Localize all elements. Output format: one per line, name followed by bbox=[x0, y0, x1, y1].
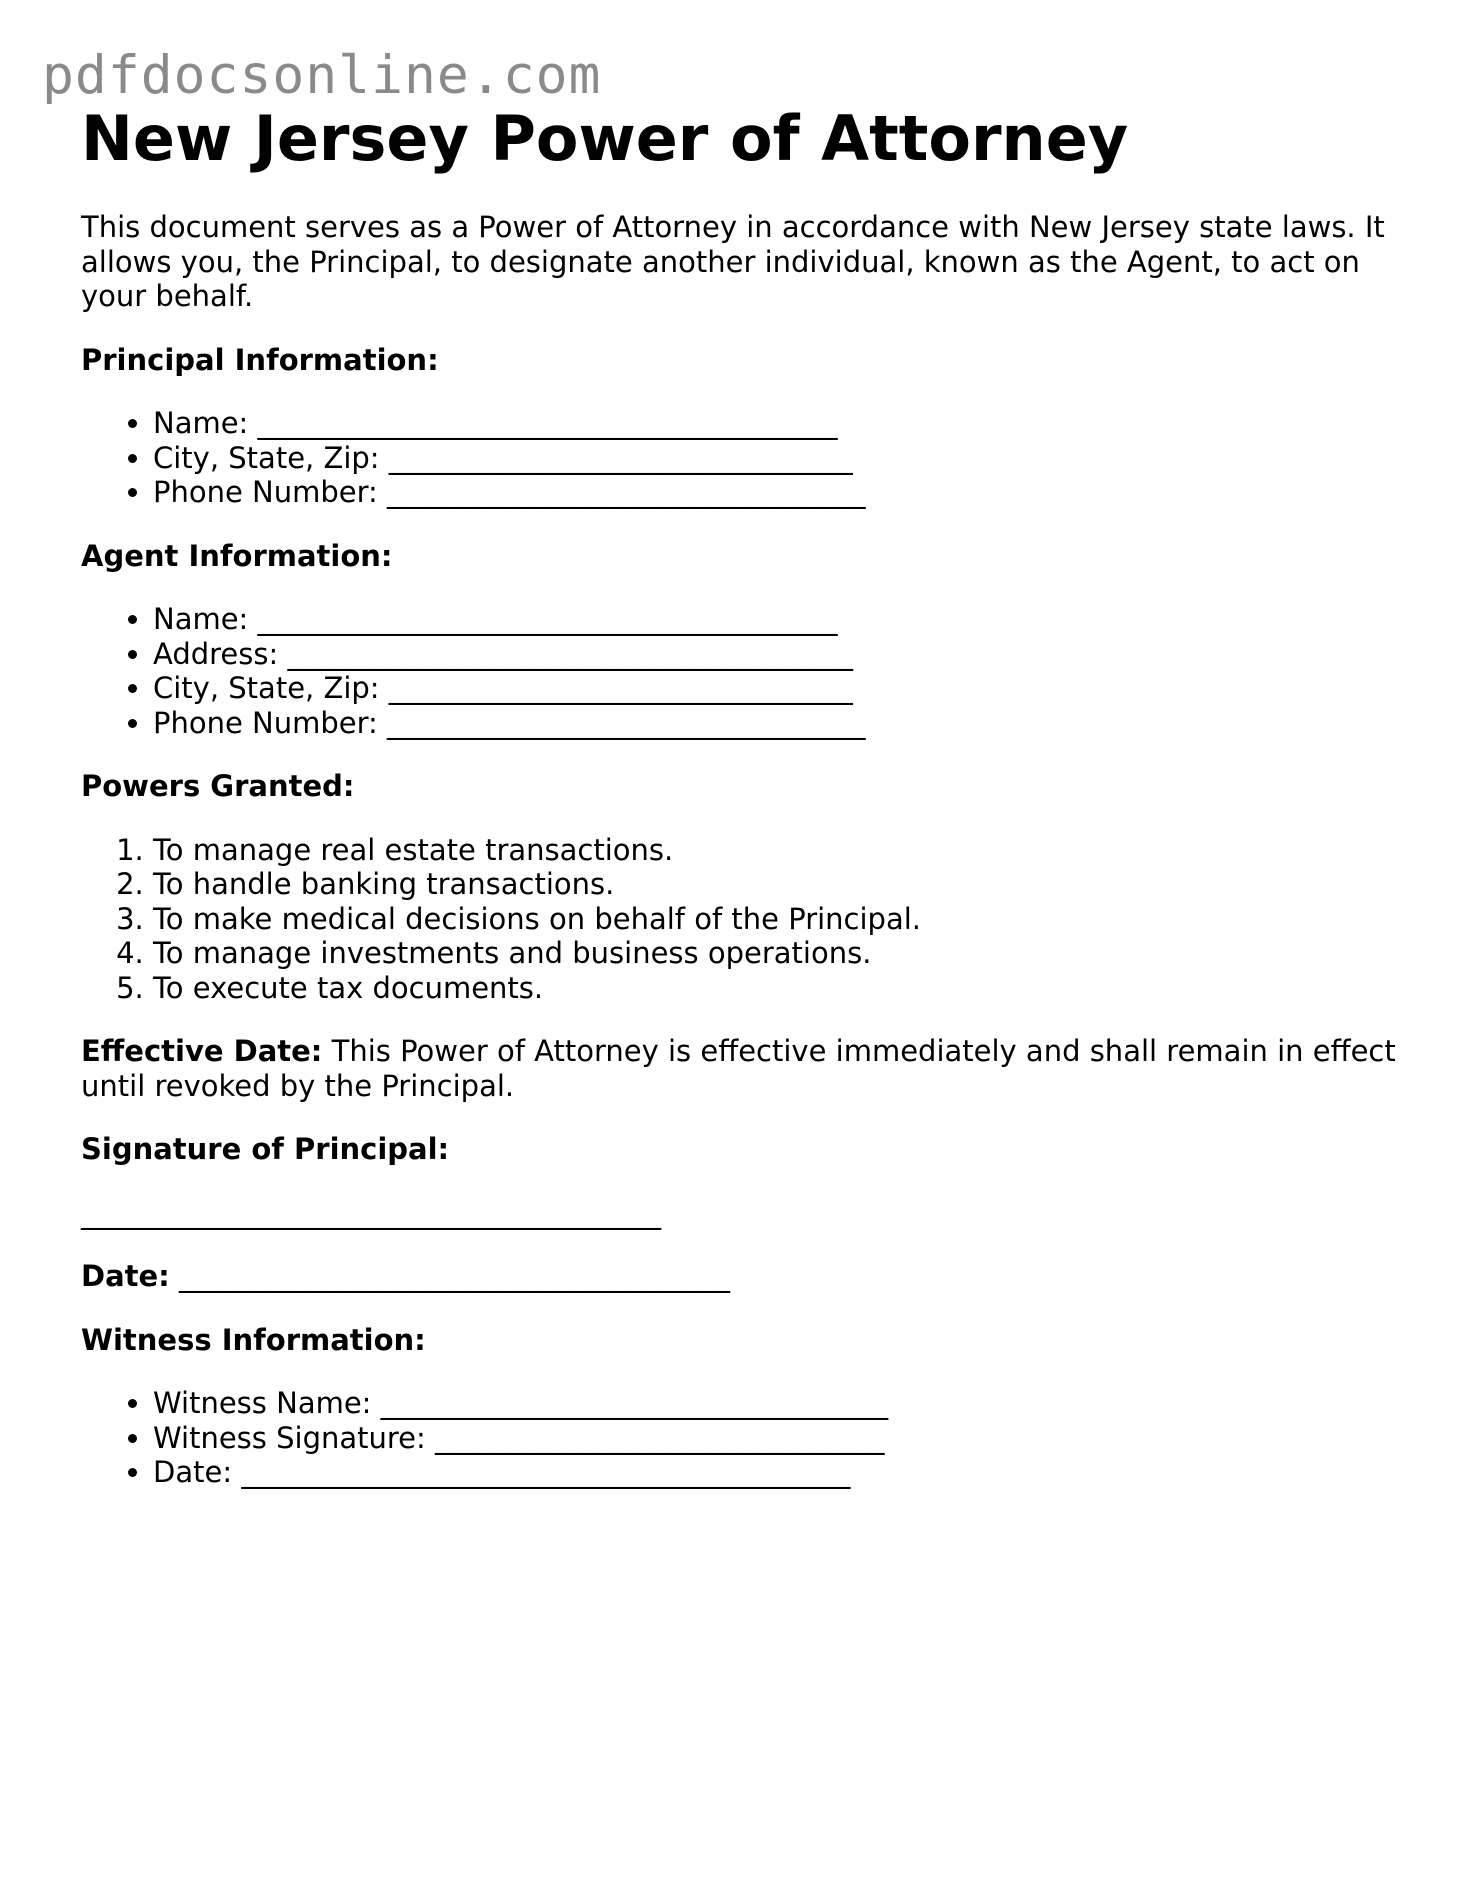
fill-in-blank[interactable]: _______________________________ bbox=[435, 1420, 885, 1455]
agent-phone-field bbox=[153, 706, 1401, 741]
effective-date-label: Effective Date: bbox=[81, 1034, 323, 1068]
field-label: Witness Name: bbox=[153, 1386, 372, 1420]
principal-heading: Principal Information: bbox=[81, 342, 439, 377]
witness-name-field bbox=[153, 1386, 1401, 1421]
field-label: Phone Number: bbox=[153, 705, 378, 740]
signature-line[interactable]: ________________________________________ bbox=[81, 1195, 661, 1230]
field-label: Phone Number: bbox=[153, 475, 378, 509]
fill-in-blank[interactable]: _______________________________________ bbox=[287, 636, 853, 671]
agent-heading: Agent Information: bbox=[81, 538, 393, 573]
agent-address-field bbox=[153, 637, 1401, 672]
signature-heading: Signature of Principal: bbox=[81, 1132, 450, 1166]
effective-date-text: This Power of Attorney is effective immediately and shall remain in effect until revoked by the Principal. bbox=[81, 1034, 1396, 1103]
agent-field-list bbox=[81, 602, 1401, 740]
field-label: Name: bbox=[153, 602, 249, 636]
agent-name-field bbox=[153, 602, 1401, 637]
fill-in-blank[interactable]: _________________________________ bbox=[387, 705, 866, 740]
power-item: 1. To manage real estate transactions. bbox=[153, 833, 1401, 868]
agent-city-state-zip-field bbox=[153, 671, 1401, 706]
power-item: 4. To manage investments and business operations. bbox=[153, 936, 1401, 971]
powers-heading: Powers Granted: bbox=[81, 769, 355, 803]
fill-in-blank[interactable]: ________________________________ bbox=[388, 671, 853, 705]
witness-heading: Witness Information: bbox=[81, 1322, 426, 1357]
power-item: 3. To make medical decisions on behalf of the Principal. bbox=[153, 902, 1401, 937]
field-label: Witness Signature: bbox=[153, 1420, 426, 1455]
date-field bbox=[81, 1259, 1401, 1294]
date-label: Date: bbox=[81, 1259, 170, 1293]
fill-in-blank[interactable]: ___________________________________ bbox=[380, 1386, 889, 1420]
principal-name-field bbox=[153, 406, 1401, 441]
field-label: Address: bbox=[153, 636, 279, 671]
power-item: 5. To execute tax documents. bbox=[153, 971, 1401, 1006]
principal-phone-field bbox=[153, 475, 1401, 510]
field-label: City, State, Zip: bbox=[153, 440, 380, 475]
watermark: pdfdocsonline.com bbox=[42, 45, 602, 106]
field-label: Name: bbox=[153, 406, 249, 440]
effective-date-paragraph bbox=[81, 1034, 1401, 1103]
witness-date-field bbox=[153, 1455, 1401, 1490]
principal-city-state-zip-field bbox=[153, 441, 1401, 476]
fill-in-blank[interactable]: __________________________________________ bbox=[241, 1455, 851, 1489]
witness-signature-field bbox=[153, 1421, 1401, 1456]
fill-in-blank[interactable]: ______________________________________ bbox=[179, 1259, 730, 1293]
fill-in-blank[interactable]: ________________________________________ bbox=[257, 602, 838, 636]
fill-in-blank[interactable]: _________________________________ bbox=[387, 475, 866, 509]
field-label: Date: bbox=[153, 1455, 233, 1489]
document-body bbox=[81, 100, 1401, 1490]
principal-field-list bbox=[81, 406, 1401, 510]
powers-list bbox=[81, 833, 1401, 1006]
power-item: 2. To handle banking transactions. bbox=[153, 867, 1401, 902]
document-title: New Jersey Power of Attorney bbox=[81, 102, 1129, 175]
intro-paragraph: This document serves as a Power of Attorney in accordance with New Jersey state laws. It allows you, the Principal, to designate another individual, known as the Agent, to act on your behalf. bbox=[81, 210, 1385, 313]
fill-in-blank[interactable]: ________________________________________ bbox=[257, 406, 838, 440]
fill-in-blank[interactable]: ________________________________ bbox=[388, 440, 853, 475]
field-label: City, State, Zip: bbox=[153, 671, 380, 705]
witness-field-list bbox=[81, 1386, 1401, 1490]
